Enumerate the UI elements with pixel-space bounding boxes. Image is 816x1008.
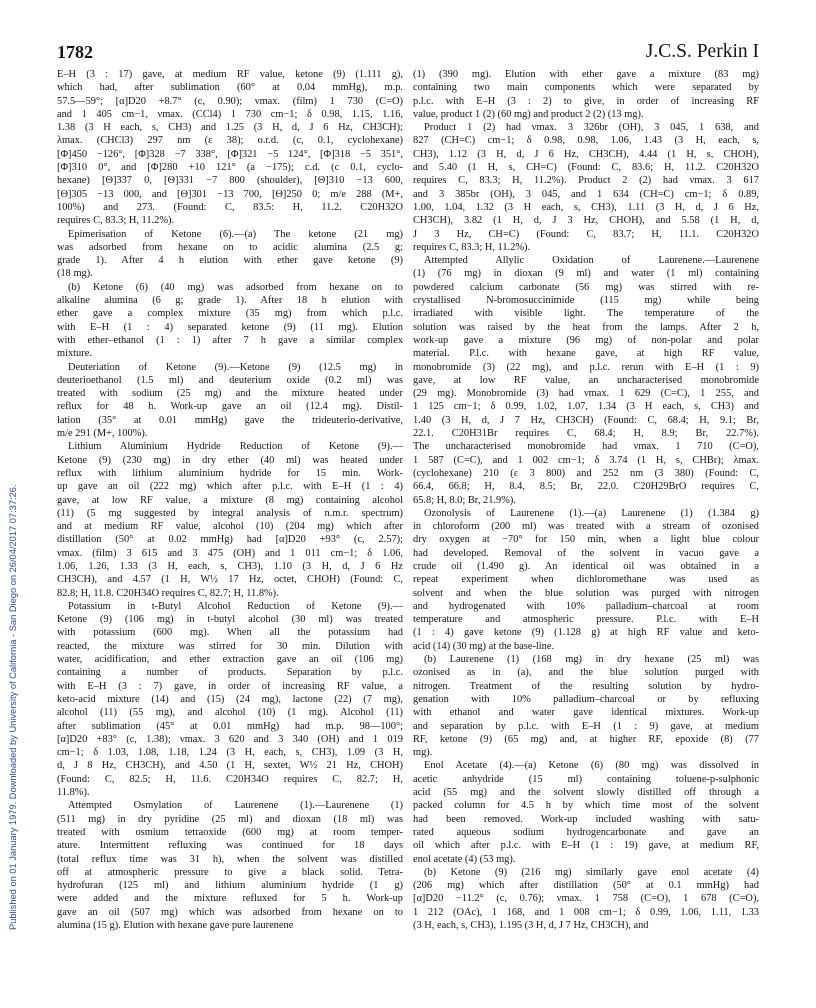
- paragraph: [413, 759, 759, 865]
- text-line: distillation (50° at 0.02 mmHg) had [α]D20 +93° (c, 2.57);: [57, 534, 403, 546]
- paragraph: [57, 600, 403, 799]
- text-line: (18 mg).: [57, 268, 93, 280]
- text-line: Ketone (9) (230 mg) in dry ether (40 ml) was heated under: [57, 454, 403, 466]
- text-line: and hydrogenated with 10% palladium–charcoal at room: [413, 600, 759, 612]
- text-line: gave, at low RF value, a mixture (8 mg) containing alcohol: [57, 494, 403, 506]
- text-line: Product 1 (2) had νmax. 3 326br (OH), 3 045, 1 638, and: [424, 122, 759, 134]
- text-line: after sublimation (45° at 0.01 mmHg) had m.p. 98—100°;: [57, 720, 403, 732]
- text-line: (b) Laurenene (1) (168 mg) in dry hexane (25 ml) was: [424, 654, 759, 666]
- paragraph: [57, 440, 403, 600]
- text-line: powdered calcium carbonate (56 mg) was stirred with re-: [413, 281, 759, 293]
- text-line: (1 : 4) gave ketone (9) (1.128 g) at high RF value and keto-: [413, 627, 759, 639]
- text-line: material. P.l.c. with hexane gave, at high RF value,: [413, 348, 759, 360]
- text-line: Enol Acetate (4).—(a) Ketone (6) (80 mg) was dissolved in: [424, 760, 759, 772]
- text-line: treated with osmium tetraoxide (600 mg) at room temper-: [57, 826, 403, 838]
- text-line: The uncharacterised monobromide had νmax. 1 710 (C=O),: [413, 441, 759, 453]
- text-line: 66.4, 66.8; H, 8.4, 8.5; Br, 22.0. C20H29BrO requires C,: [413, 481, 759, 493]
- text-line: E–H (3 : 17) gave, at medium RF value, ketone (9) (1.111 g),: [57, 69, 403, 80]
- text-line: nitrogen. Treatment of the resulting solution by hydro-: [413, 680, 759, 692]
- text-line: CH3), 1.12 (3 H, d, J 6 Hz, CH3CH), 4.44 (1 H, s, CHOH),: [413, 148, 759, 160]
- text-line: CH3CH), 3.82 (1 H, d, J 3 Hz, CHOH), and 5.58 (1 H, d,: [413, 215, 759, 227]
- text-line: 1.38 (3 H each, s, CH3) and 1.25 (3 H, d, J 6 Hz, CH3CH);: [57, 122, 403, 134]
- text-line: alkaline alumina (6 g; grade 1). After 18 h elution with: [57, 295, 403, 307]
- text-line: deuterioethanol (1.5 ml) and deuterium oxide (0.2 ml) was: [57, 374, 403, 386]
- text-line: temperature and atmospheric pressure. P.l.c. with E–H: [413, 614, 759, 626]
- text-line: alumina (15 g). Elution with hexane gave pure laurenene: [57, 920, 294, 931]
- text-line: Deuteriation of Ketone (9).—Ketone (9) (12.5 mg) in: [68, 361, 403, 373]
- text-line: 1 212 (OAc), 1 168, and 1 008 cm−1; δ 0.99, 1.06, 1.11, 1.33: [413, 906, 759, 918]
- text-line: ether gave a complex mixture (35 mg) from which p.l.c.: [57, 308, 403, 320]
- text-line: monobromide (3) (22 mg), and p.l.c. rerun with E–H (1 : 9): [413, 361, 759, 373]
- text-line: Attempted Allylic Oxidation of Laurenene.—Laurenene: [424, 255, 759, 267]
- text-line: mg).: [413, 747, 433, 759]
- text-line: containing two main components which were separated by: [413, 82, 759, 94]
- text-line: cm−1; δ 1.03, 1.08, 1.18, 1.24 (3 H, each, s, CH3), 1.09 (3 H,: [57, 747, 403, 759]
- text-line: in chloroform (200 ml) was treated with a stream of ozonised: [413, 521, 759, 533]
- text-line: and at medium RF value, alcohol (10) (204 mg) which after: [57, 521, 403, 533]
- text-line: with E–H (3 : 7) gave, in order of increasing RF value, a: [57, 680, 403, 692]
- text-line: (1) (390 mg). Elution with ether gave a mixture (83 mg): [413, 69, 759, 80]
- text-line: [Φ]450 −126°, [Φ]328 −7 338°, [Φ]321 −5 124°, [Φ]318 −5 351°,: [57, 148, 403, 160]
- text-line: up gave an oil (222 mg) which after p.l.c. with E–H (1 : 4): [57, 481, 403, 493]
- text-line: which had, after sublimation (60° at 0.04 mmHg), m.p.: [57, 82, 403, 94]
- text-line: (cyclohexane) 210 (ε 3 800) and 252 nm (3 380) (Found: C,: [413, 467, 759, 479]
- text-line: 100%) and 273. (Found: C, 83.5: H, 11.2. C20H32O: [57, 201, 403, 213]
- journal-title: J.C.S. Perkin I: [645, 41, 759, 62]
- text-line: p.l.c. with E–H (3 : 2) to give, in order of increasing RF: [413, 95, 759, 107]
- paragraph: [413, 866, 759, 932]
- paragraph: [413, 68, 759, 121]
- text-line: reflux for 48 h. Work-up gave an oil (12.4 mg). Distil-: [57, 401, 403, 413]
- text-line: 57.5—59°; [α]D20 +8.7° (c, 0.90); νmax. (film) 1 730 (C=O): [57, 95, 403, 107]
- text-line: 65.8; H, 8.0; Br, 21.9%).: [413, 494, 516, 506]
- right-text-column: [413, 68, 759, 932]
- text-line: had developed. Removal of the solvent in vacuo gave a: [413, 547, 759, 559]
- text-line: (b) Ketone (9) (216 mg) similarly gave enol acetate (4): [424, 866, 759, 878]
- text-line: hydrofuran (125 ml) and lithium aluminium hydride (1 g): [57, 880, 403, 892]
- text-line: (total reflux time was 31 h), when the solvent was distilled: [57, 853, 403, 865]
- text-line: requires C, 83.3; H, 11.2%).: [57, 215, 175, 227]
- text-line: crude oil (1.490 g). An identical oil was obtained in a: [413, 560, 759, 572]
- text-line: [α]D20 −11.2° (c, 0.76); νmax. 1 758 (C=O), 1 678 (C=O),: [413, 893, 759, 905]
- text-line: requires C, 83.3; H, 11.2%). Product 2 (2) had νmax. 3 617: [413, 175, 759, 187]
- text-line: solvent and when the blue solution was purged with nitrogen: [413, 587, 759, 599]
- text-line: gave, at low RF value, an uncharacterised monobromide: [413, 374, 759, 386]
- text-line: was adsorbed from hexane on to acidic alumina (2.5 g;: [57, 241, 403, 253]
- paragraph: [57, 799, 403, 932]
- text-line: Epimerisation of Ketone (6).—(a) The ketone (21 mg): [68, 228, 403, 240]
- text-line: treated with sodium (25 mg) and the mixture heated under: [57, 388, 403, 400]
- text-line: Attempted Osmylation of Laurenene (1).—Laurenene (1): [68, 800, 403, 812]
- text-line: value, product 1 (2) (60 mg) and product 2 (2) (13 mg).: [413, 108, 644, 120]
- text-line: Ketone (9) (106 mg) in t-butyl alcohol (30 ml) was treated: [57, 614, 403, 626]
- text-line: Potassium in t-Butyl Alcohol Reduction of Ketone (9).—: [68, 600, 403, 612]
- text-line: dry oxygen at −70° for 150 min, when a light blue colour: [413, 534, 759, 546]
- text-line: CH3CH), and 4.57 (1 H, W½ 17 Hz, octet, CHOH) (Found: C,: [57, 574, 403, 586]
- text-line: (206 mg) which after distillation (50° at 0.1 mmHg) had: [413, 880, 759, 892]
- page-number: 1782: [57, 42, 93, 62]
- paragraph: [57, 68, 403, 228]
- text-line: and separation by p.l.c. with E–H (1 : 9) gave, at medium: [413, 720, 759, 732]
- text-line: with ether–ethanol (1 : 1) after 7 h gave a similar complex: [57, 334, 403, 346]
- text-line: (511 mg) in dry pyridine (25 ml) and dioxan (18 ml) was: [57, 813, 403, 825]
- text-line: reflux with lithium aluminium hydride for 15 min. Work-: [57, 467, 403, 479]
- text-line: acid (14) (30 mg) at the base-line.: [413, 640, 555, 652]
- text-line: RF, ketone (9) (65 mg) and, at higher RF, epoxide (8) (77: [413, 733, 759, 745]
- text-line: mixture.: [57, 348, 92, 360]
- text-line: oil which after p.l.c. with E–H (1 : 19) gave, at medium RF,: [413, 840, 759, 852]
- text-line: [Φ]310 0°, and [Φ]280 +10 121° (a −175); c.d. (c 0.1, cyclo-: [57, 162, 403, 174]
- text-line: containing a number of products. Separation by p.l.c.: [57, 667, 403, 679]
- paragraph: [57, 281, 403, 361]
- paragraph: [413, 507, 759, 653]
- text-line: λmax. (CHCl3) 297 nm (ε 38); o.r.d. (c, 0.1, cyclohexane): [57, 135, 403, 147]
- text-line: packed column for 4.5 h by which time most of the solvent: [413, 800, 759, 812]
- text-line: 82.8; H, 11.8. C20H34O requires C, 82.7; H, 11.8%).: [57, 587, 279, 599]
- text-line: Lithium Aluminium Hydride Reduction of Ketone (9).—: [68, 441, 403, 453]
- paragraph: [57, 361, 403, 441]
- text-line: reacted, the mixture was stirred for 30 min. Dilution with: [57, 640, 403, 652]
- text-line: and 5.40 (1 H, s, CH=C) (Found: C, 83.6; H, 11.2. C20H32O: [413, 162, 759, 174]
- paragraph: [413, 121, 759, 254]
- text-line: 1.06, 1.26, 1.33 (3 H, each, s, CH3), 1.10 (3 H, d, J 6 Hz: [57, 560, 403, 572]
- text-line: m/e 291 (M+, 100%).: [57, 428, 148, 440]
- text-line: irradiated with visible light. The temperature of the: [413, 308, 759, 320]
- text-line: (b) Ketone (6) (40 mg) was adsorbed from hexane on to: [68, 281, 403, 293]
- text-line: acid (55 mg) and the solvent slowly distilled off through a: [413, 787, 759, 799]
- text-line: enol acetate (4) (53 mg).: [413, 853, 516, 865]
- text-line: (1) (76 mg) in dioxan (9 ml) and water (1 ml) containing: [413, 268, 759, 280]
- text-line: (29 mg). Monobromide (3) had νmax. 1 629 (C=C), 1 255, and: [413, 388, 759, 400]
- download-notice: Published on 01 January 1979. Downloaded by University of California - San Diego on 26/04/2017 07:37:26.: [8, 484, 18, 930]
- text-line: keto-acid mixture (14) and (15) (24 mg), lactone (22) (7 mg),: [57, 693, 403, 705]
- page-header: [57, 42, 759, 68]
- text-line: 827 (CH=C) cm−1; δ 0.98, 0.98, 1.06, 1.43 (3 H, each, s,: [413, 135, 759, 147]
- text-line: 1 125 cm−1; δ 0.99, 1.02, 1.07, 1.34 (3 H each, s, CH3) and: [413, 401, 759, 413]
- paragraph: [413, 254, 759, 507]
- text-line: water, acidification, and ether extraction gave an oil (106 mg): [57, 654, 403, 666]
- text-line: solution was raised by the heat from the lamps. After 2 h,: [413, 321, 759, 333]
- text-line: work-up gave a mixture (96 mg) of non-polar and polar: [413, 334, 759, 346]
- text-line: d, J 8 Hz, CH3CH), and 4.50 (1 H, sextet, W½ 21 Hz, CHOH): [57, 760, 403, 772]
- text-line: repeat experiment when dichloromethane was used as: [413, 574, 759, 586]
- text-line: rated aqueous sodium hydrogencarbonate and gave an: [413, 826, 759, 838]
- text-line: genation with 10% palladium–charcoal or by refluxing: [413, 693, 759, 705]
- text-line: ozonised as in (a), and the blue solution purged with: [413, 667, 759, 679]
- text-line: off at atmospheric pressure to give a black solid. Tetra-: [57, 866, 403, 878]
- text-line: ature. Intermittent refluxing was continued for 18 days: [57, 840, 403, 852]
- text-line: [Θ]305 −13 000, and [Θ]301 −13 700, [Θ]250 0; m/e 288 (M+,: [57, 188, 403, 200]
- text-line: gave an oil (507 mg) which was adsorbed from hexane on to: [57, 906, 403, 918]
- text-line: 22.1. C20H31Br requires C, 68.4; H, 8.9; Br, 22.7%).: [413, 428, 759, 440]
- text-line: with potassium (600 mg). When all the potassium had: [57, 627, 403, 639]
- paragraph: [57, 228, 403, 281]
- paragraph: [413, 653, 759, 759]
- text-line: Ozonolysis of Laurenene (1).—(a) Laurenene (1) (1.384 g): [424, 507, 759, 519]
- text-line: with E–H (1 : 4) separated ketone (9) (11 mg). Elution: [57, 321, 403, 333]
- text-line: had been removed. Work-up included washing with satu-: [413, 813, 759, 825]
- text-line: lation (35° at 0.01 mmHg) gave the trideuterio-derivative,: [57, 414, 403, 426]
- text-line: requires C, 83.3; H, 11.2%).: [413, 241, 531, 253]
- text-line: grade 1). After 4 h elution with ether gave ketone (9): [57, 255, 403, 267]
- text-line: (Found: C, 82.5; H, 11.6. C20H34O requires C, 82.7; H,: [57, 773, 403, 785]
- text-line: acetic anhydride (15 ml) containing toluene-p-sulphonic: [413, 773, 759, 785]
- text-line: 1.40 (3 H, d, J 7 Hz, CH3CH) (Found: C, 68.4; H, 9.1; Br,: [413, 414, 759, 426]
- text-line: and 3 385br (OH), 3 045, and 1 634 (CH=C) cm−1; δ 0.89,: [413, 188, 759, 200]
- text-line: with ethanol and water gave identical mixtures. Work-up: [413, 707, 759, 719]
- text-line: 11.8%).: [57, 787, 90, 799]
- text-line: [α]D20 +83° (c, 1.38); νmax. 3 620 and 3 340 (OH) and 1 019: [57, 733, 403, 745]
- text-line: J 3 Hz, CH=C) (Found: C, 83.7; H, 11.1. C20H32O: [413, 228, 759, 240]
- text-line: and 1 405 cm−1, νmax. (CCl4) 1 730 cm−1; δ 0.98, 1.15, 1.16,: [57, 108, 403, 120]
- text-line: alcohol (11) (55 mg), and alcohol (10) (1 mg). Alcohol (11): [57, 707, 403, 719]
- text-line: (3 H, each, s, CH3), 1.195 (3 H, d, J 7 Hz, CH3CH), and: [413, 920, 649, 931]
- text-line: were added and the mixture refluxed for 5 h. Work-up: [57, 893, 403, 905]
- left-text-column: [57, 68, 403, 932]
- text-line: νmax. (film) 3 615 and 3 475 (OH) and 1 011 cm−1; δ 1.06,: [57, 547, 403, 559]
- text-line: hexane) [Θ]337 0, [Θ]331 −7 800 (shoulder), [Θ]310 −13 600,: [57, 175, 403, 187]
- text-line: crystallised N-bromosuccinimide (115 mg) while being: [413, 295, 759, 307]
- text-line: 1.00, 1.04, 1.32 (3 H each, s, CH3), 1.11 (3 H, d, J 6 Hz,: [413, 201, 759, 213]
- text-line: (11) (5 mg suggested by integral analysis of n.m.r. spectrum): [57, 507, 403, 519]
- text-line: 1 587 (C=C), and 1 002 cm−1; δ 3.74 (1 H, s, CHBr); λmax.: [413, 454, 759, 466]
